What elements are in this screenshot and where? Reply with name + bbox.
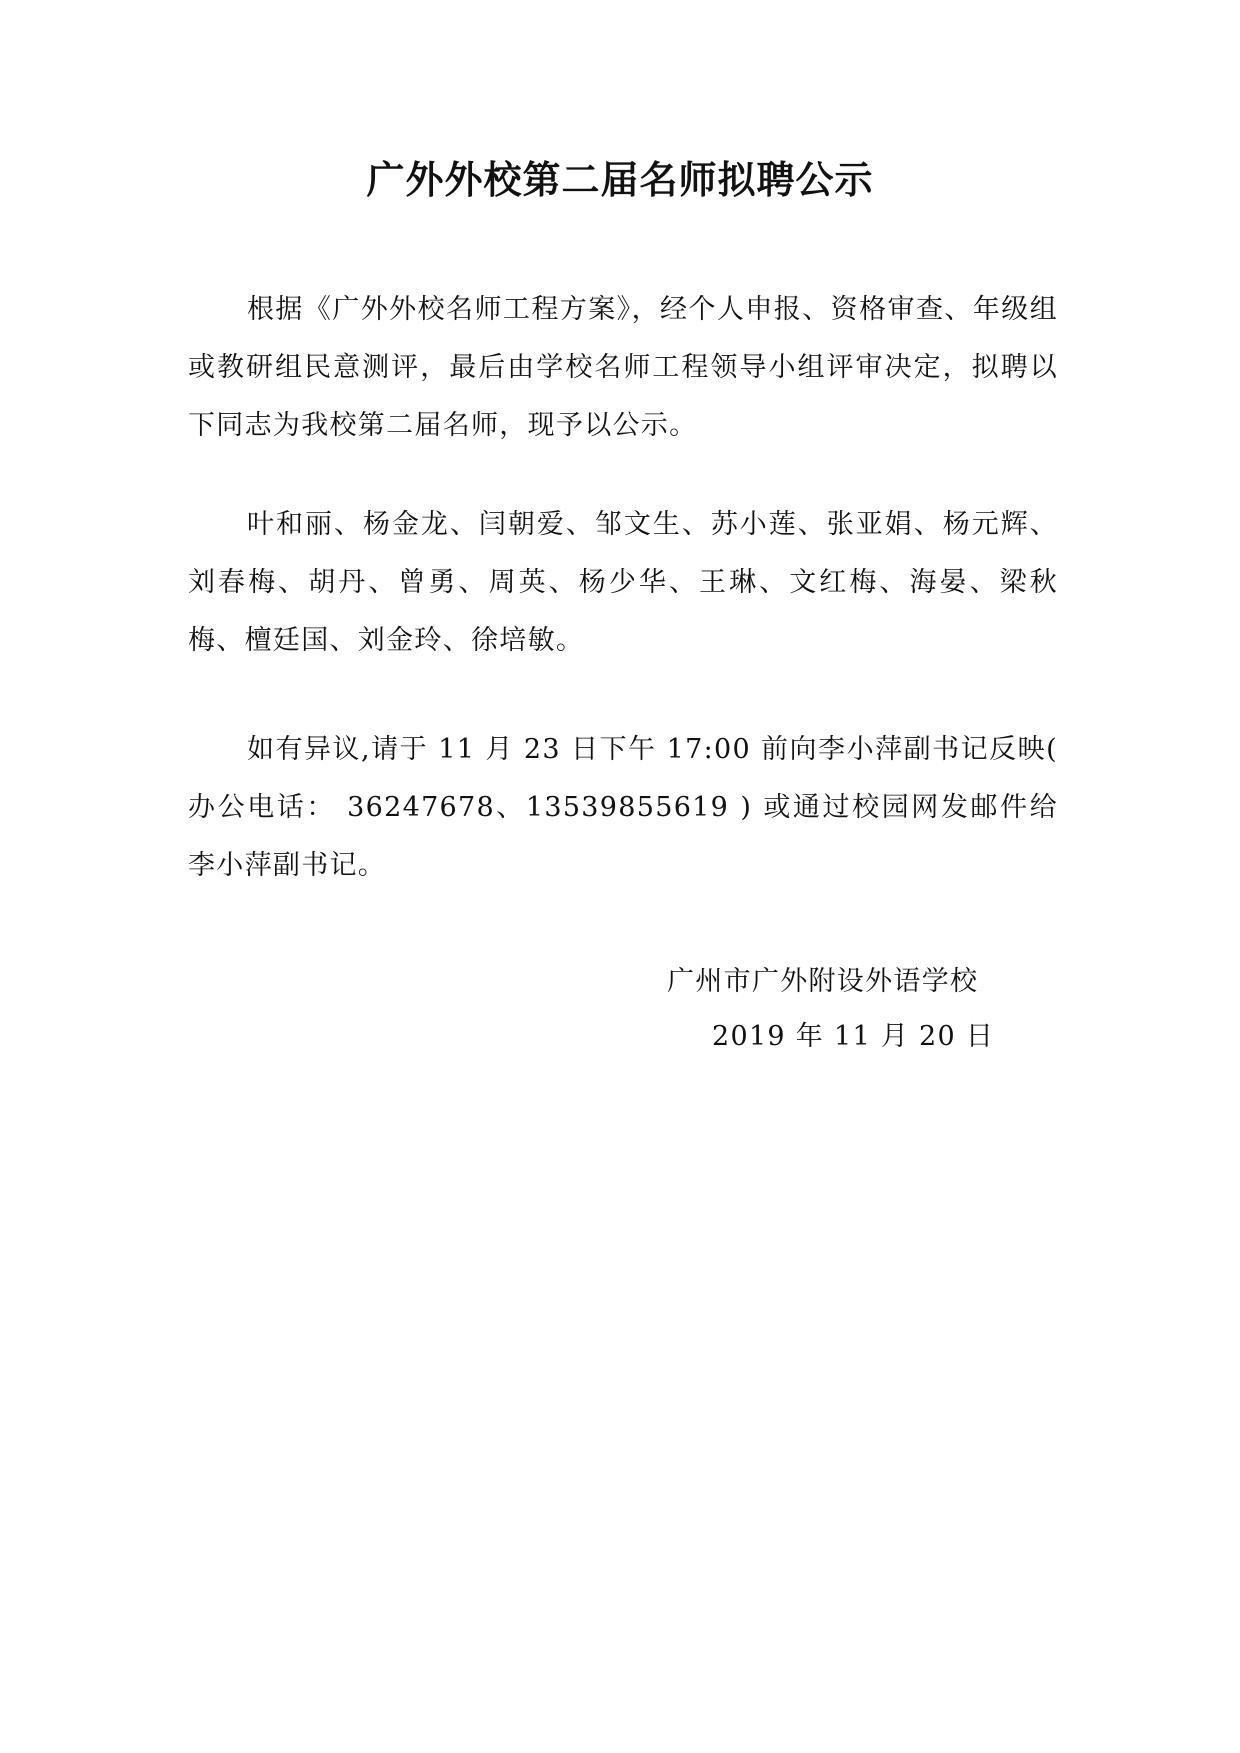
signature-date: 2019 年 11 月 20 日: [712, 1021, 995, 1052]
document-title: 广外外校第二届名师拟聘公示: [366, 157, 874, 202]
intro-paragraph: 根据《广外外校名师工程方案》，经个人申报、资格审查、年级组或教研组民意测评，最后由学校名师工程领导小组评审决定，拟聘以下同志为我校第二届名师，现予以公示。: [188, 294, 1058, 441]
objection-contact-paragraph: 如有异议,请于 11 月 23 日下午 17:00 前向李小萍副书记反映( 办公电话： 36247678、13539855619 ) 或通过校园网发邮件给李小萍副书记。: [188, 734, 1058, 881]
signature-organization: 广州市广外附设外语学校: [667, 966, 979, 997]
teacher-names-paragraph: 叶和丽、杨金龙、闫朝爱、邹文生、苏小莲、张亚娟、杨元辉、刘春梅、胡丹、曾勇、周英、杨少华、王琳、文红梅、海晏、梁秋梅、檀廷国、刘金玲、徐培敏。: [188, 509, 1058, 656]
